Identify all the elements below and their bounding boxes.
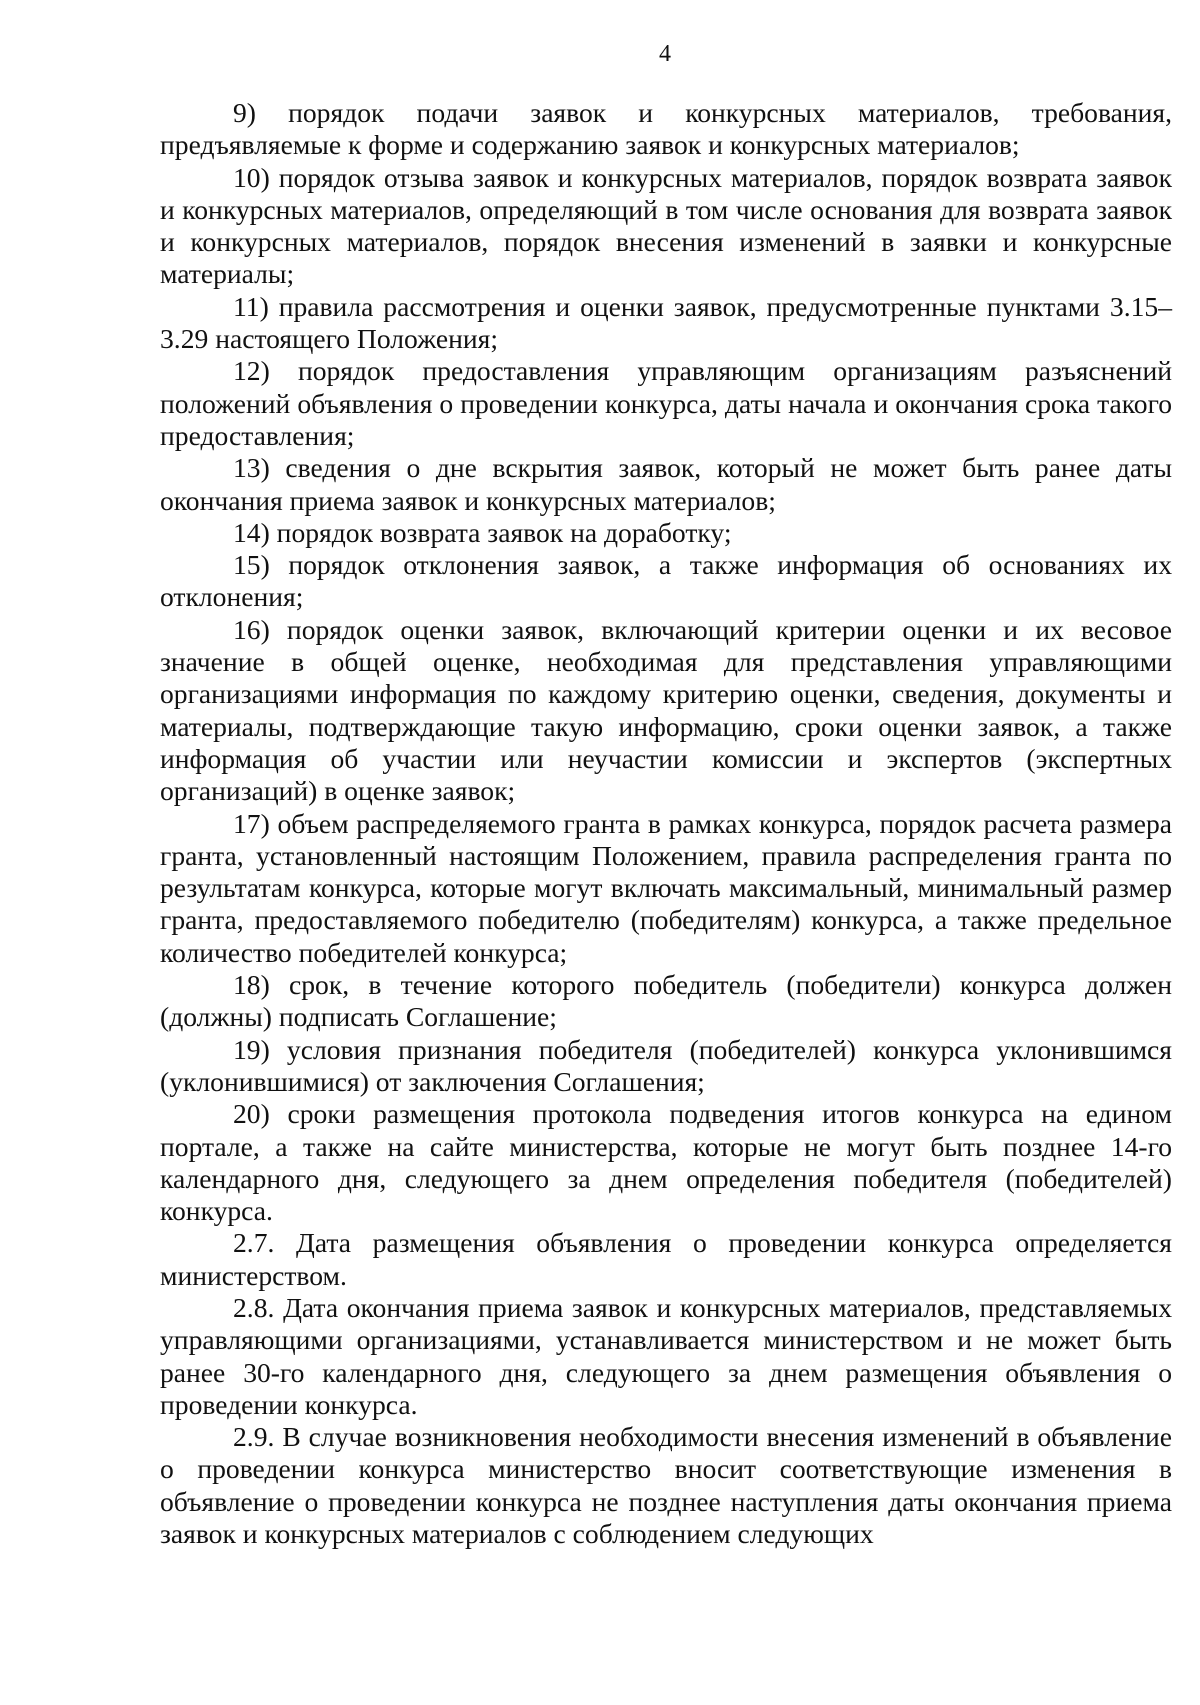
list-item-13: 13) сведения о дне вскрытия заявок, который не может быть ранее даты окончания приема заявок и конкурсных материалов; bbox=[160, 452, 1172, 516]
page-number: 4 bbox=[659, 41, 671, 67]
list-item-20: 20) сроки размещения протокола подведения итогов конкурса на едином портале, а также на сайте министерства, которые не могут быть позднее 14-го календарного дня, следующего за днем определения победителя (победителей) конкурса. bbox=[160, 1098, 1172, 1227]
list-item-18: 18) срок, в течение которого победитель (победители) конкурса должен (должны) подписать Соглашение; bbox=[160, 969, 1172, 1033]
list-item-12: 12) порядок предоставления управляющим организациям разъяснений положений объявления о проведении конкурса, даты начала и окончания срока такого предоставления; bbox=[160, 355, 1172, 451]
clause-2-9: 2.9. В случае возникновения необходимости внесения изменений в объявление о проведении конкурса министерство вносит соответствующие изменения в объявление о проведении конкурса не позднее наступления даты окончания приема заявок и конкурсных материалов с соблюдением следующих bbox=[160, 1421, 1172, 1550]
list-item-14: 14) порядок возврата заявок на доработку; bbox=[233, 516, 732, 548]
list-item-10: 10) порядок отзыва заявок и конкурсных материалов, порядок возврата заявок и конкурсных материалов, определяющий в том числе основания для возврата заявок и конкурсных материалов, порядок внесения изменений в заявки и конкурсные материалы; bbox=[160, 161, 1172, 290]
clause-2-8: 2.8. Дата окончания приема заявок и конкурсных материалов, представляемых управляющими организациями, устанавливается министерством и не может быть ранее 30-го календарного дня, следующего за днем размещения объявления о проведении конкурса. bbox=[160, 1291, 1172, 1420]
list-item-16: 16) порядок оценки заявок, включающий критерии оценки и их весовое значение в общей оценке, необходимая для представления управляющими организациями информация по каждому критерию оценки, сведения, документы и материалы, подтверждающие такую информацию, сроки оценки заявок, а также информация об участии или неучастии комиссии и экспертов (экспертных организаций) в оценке заявок; bbox=[160, 613, 1172, 807]
list-item-17: 17) объем распределяемого гранта в рамках конкурса, порядок расчета размера гранта, установленный настоящим Положением, правила распределения гранта по результатам конкурса, которые могут включать максимальный, минимальный размер гранта, предоставляемого победителю (победителям) конкурса, а также предельное количество победителей конкурса; bbox=[160, 807, 1172, 968]
list-item-19: 19) условия признания победителя (победителей) конкурса уклонившимся (уклонившимися) от заключения Соглашения; bbox=[160, 1033, 1172, 1097]
clause-2-7: 2.7. Дата размещения объявления о проведении конкурса определяется министерством. bbox=[160, 1227, 1172, 1291]
list-item-9: 9) порядок подачи заявок и конкурсных материалов, требования, предъявляемые к форме и содержанию заявок и конкурсных материалов; bbox=[160, 97, 1172, 161]
list-item-15: 15) порядок отклонения заявок, а также информация об основаниях их отклонения; bbox=[160, 549, 1172, 613]
document-body bbox=[160, 97, 1172, 1550]
list-item-11: 11) правила рассмотрения и оценки заявок, предусмотренные пунктами 3.15–3.29 настоящего Положения; bbox=[160, 290, 1172, 355]
